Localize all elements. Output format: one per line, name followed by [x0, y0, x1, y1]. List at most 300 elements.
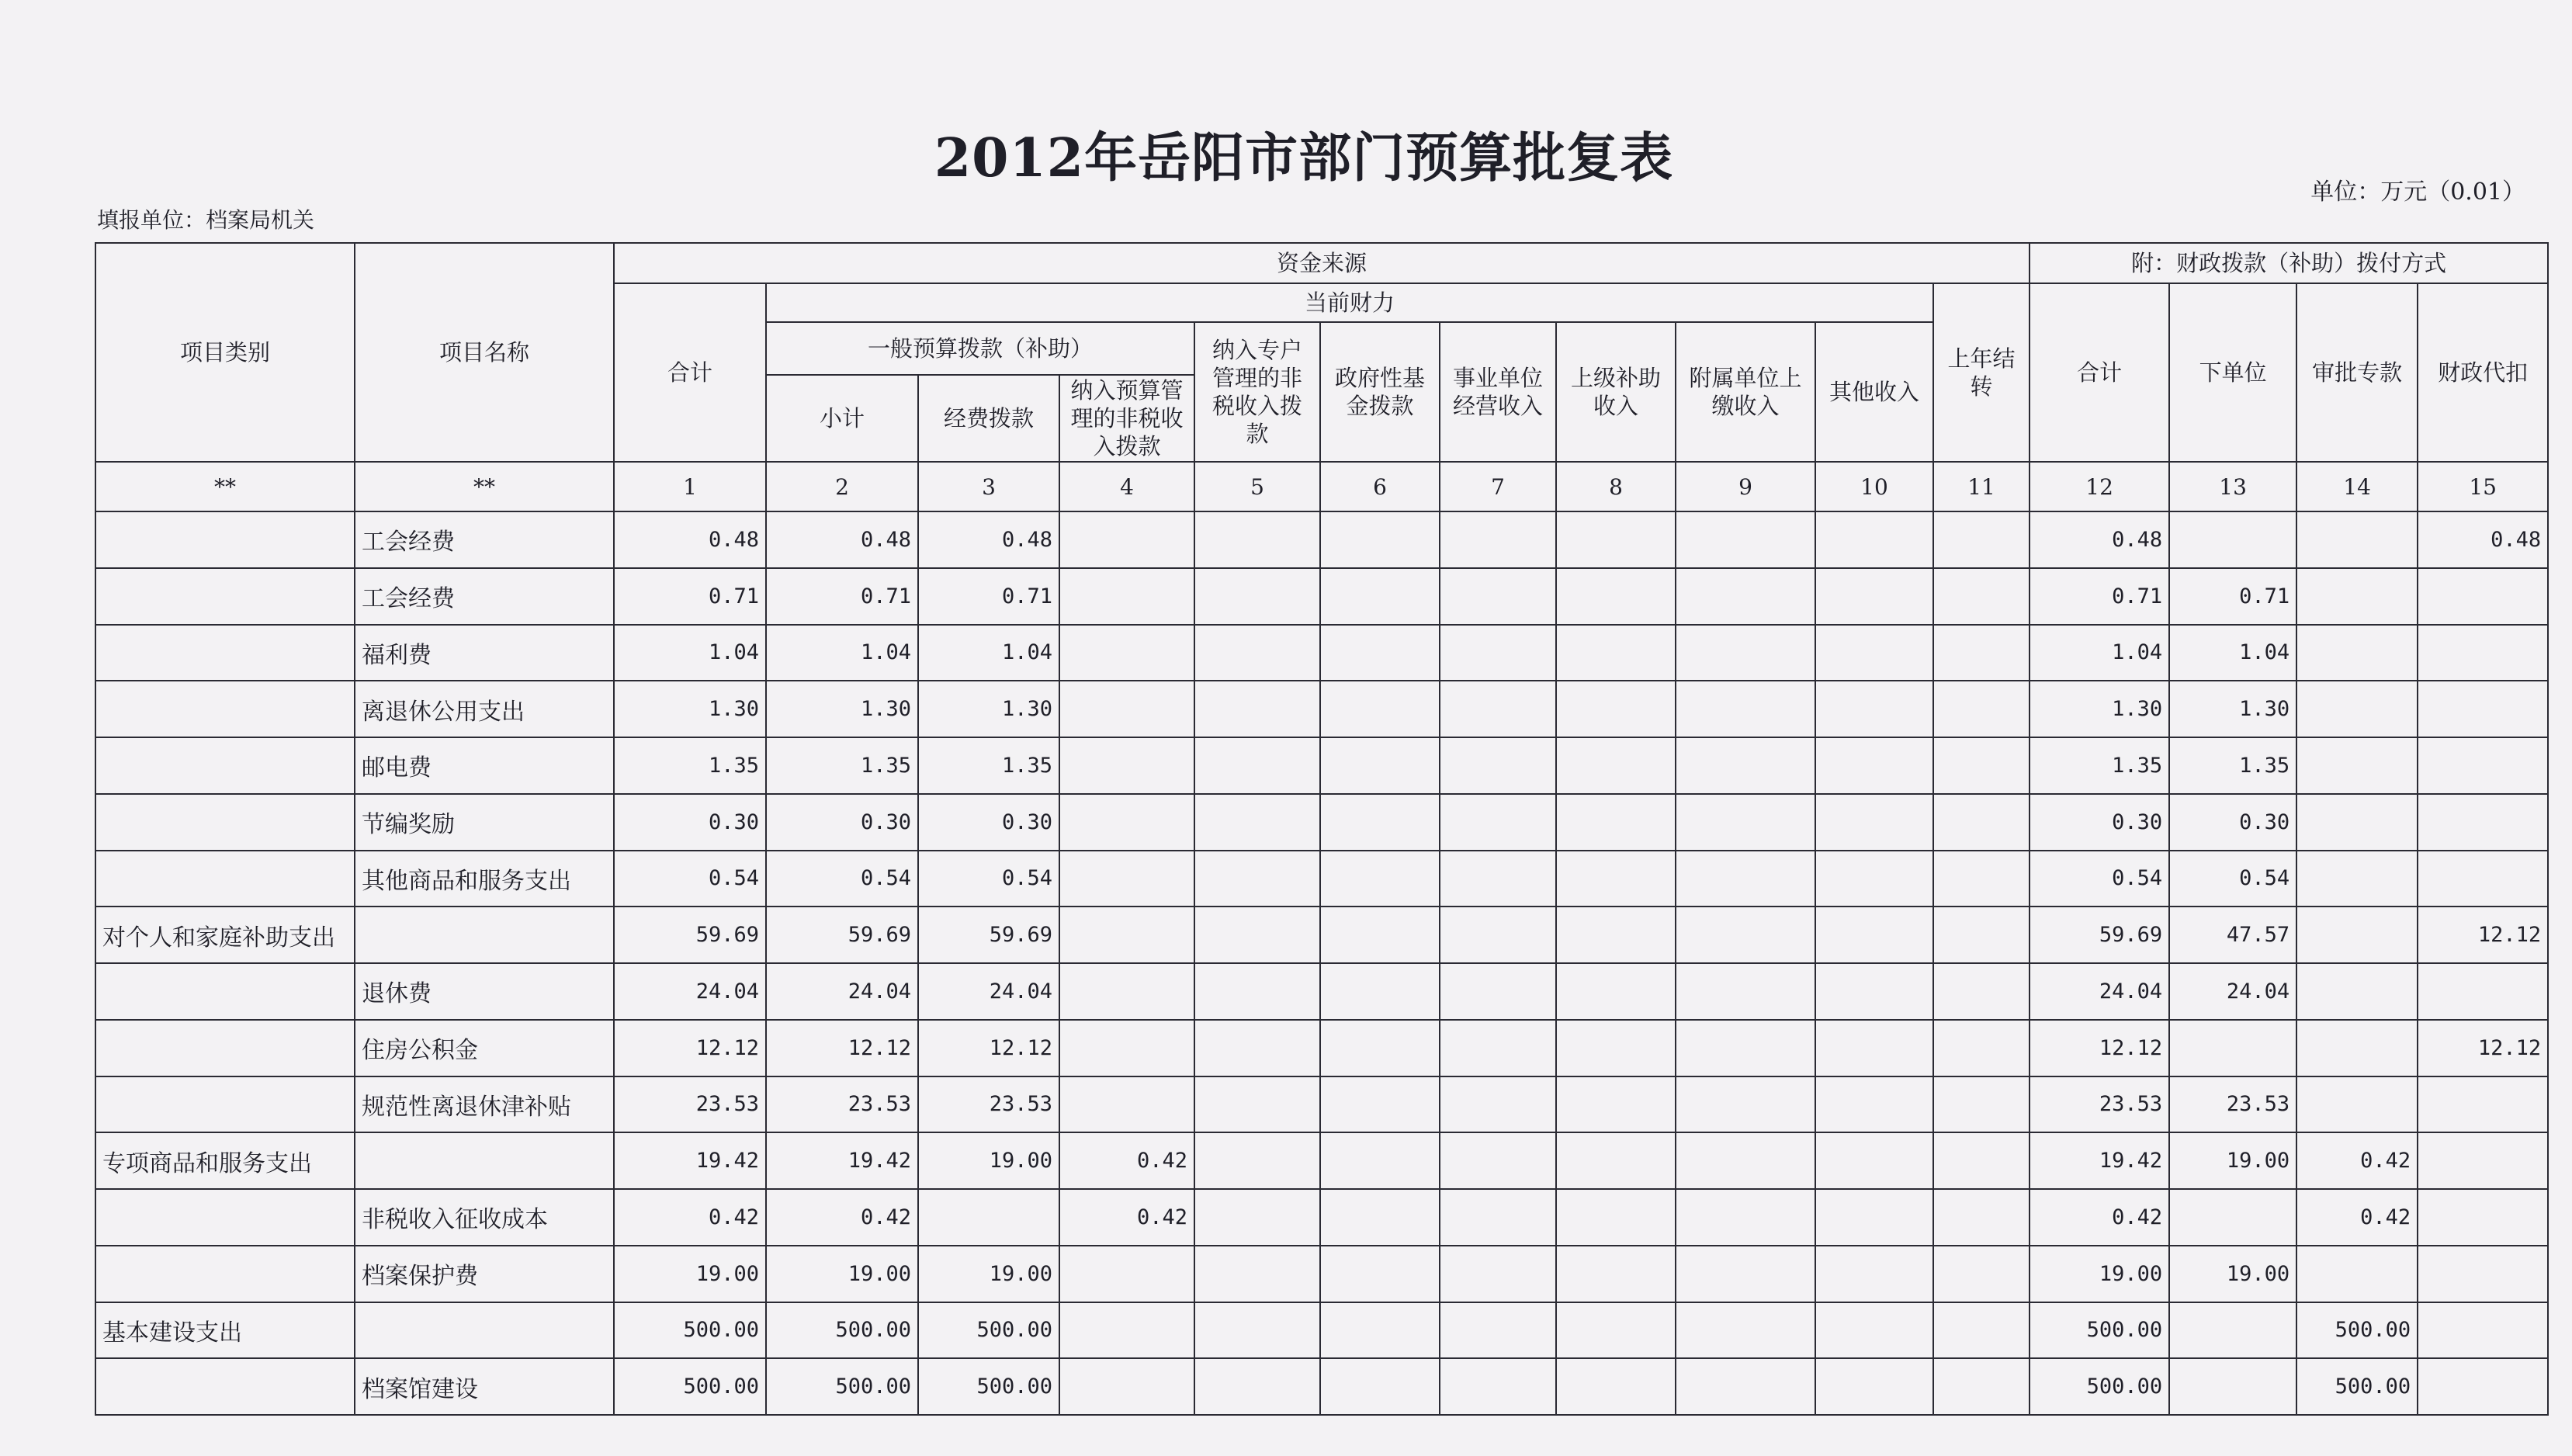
value-cell: [2418, 794, 2548, 851]
document-title: 2012年岳阳市部门预算批复表: [934, 127, 1674, 189]
value-cell: 1.35: [2030, 737, 2169, 794]
value-cell: [1194, 1189, 1320, 1246]
index-cell: 12: [2030, 462, 2169, 511]
index-cell: 10: [1815, 462, 1933, 511]
category-cell: [95, 625, 355, 681]
value-cell: 0.30: [614, 794, 766, 851]
value-cell: 23.53: [614, 1076, 766, 1133]
value-cell: [1815, 1076, 1933, 1133]
value-cell: 19.00: [766, 1246, 918, 1302]
table-row: [95, 851, 2548, 907]
value-cell: [1933, 737, 2030, 794]
value-cell: [2418, 737, 2548, 794]
value-cell: 0.30: [766, 794, 918, 851]
value-cell: [2296, 1020, 2418, 1076]
header-appendix: 附：财政拨款（补助）拨付方式: [2030, 243, 2548, 283]
table-row: [95, 1189, 2548, 1246]
value-cell: 23.53: [766, 1076, 918, 1133]
value-cell: 0.42: [2296, 1189, 2418, 1246]
index-cell: 8: [1556, 462, 1676, 511]
value-cell: [1676, 511, 1815, 568]
table-row: [95, 681, 2548, 737]
value-cell: 59.69: [766, 907, 918, 963]
value-cell: [1320, 1358, 1440, 1415]
value-cell: [1059, 511, 1194, 568]
value-cell: 19.00: [2169, 1132, 2296, 1189]
value-cell: 1.04: [766, 625, 918, 681]
value-cell: [1676, 1358, 1815, 1415]
item-name-cell: 工会经费: [355, 511, 614, 568]
value-cell: [1440, 625, 1556, 681]
value-cell: [1440, 907, 1556, 963]
value-cell: [1556, 1020, 1676, 1076]
index-cell: 15: [2418, 462, 2548, 511]
value-cell: [2296, 511, 2418, 568]
value-cell: [2418, 681, 2548, 737]
value-cell: [2169, 511, 2296, 568]
value-cell: 19.42: [2030, 1132, 2169, 1189]
index-cell: 13: [2169, 462, 2296, 511]
value-cell: [1556, 1302, 1676, 1359]
index-cell: **: [355, 462, 614, 511]
value-cell: [2169, 1358, 2296, 1415]
value-cell: [2418, 963, 2548, 1020]
header-approval: 审批专款: [2296, 283, 2418, 462]
value-cell: [2418, 1132, 2548, 1189]
item-name-cell: 规范性离退休津补贴: [355, 1076, 614, 1133]
value-cell: [2296, 851, 2418, 907]
value-cell: 1.30: [766, 681, 918, 737]
value-cell: [2296, 963, 2418, 1020]
category-cell: [95, 851, 355, 907]
value-cell: [1676, 963, 1815, 1020]
value-cell: [1933, 794, 2030, 851]
value-cell: [2296, 1246, 2418, 1302]
item-name-cell: [355, 1132, 614, 1189]
value-cell: [1440, 1189, 1556, 1246]
value-cell: 24.04: [2030, 963, 2169, 1020]
value-cell: [1815, 963, 1933, 1020]
value-cell: [1815, 1189, 1933, 1246]
value-cell: [1194, 907, 1320, 963]
value-cell: 1.30: [614, 681, 766, 737]
value-cell: 1.35: [2169, 737, 2296, 794]
value-cell: 47.57: [2169, 907, 2296, 963]
value-cell: [1676, 1020, 1815, 1076]
value-cell: 12.12: [614, 1020, 766, 1076]
value-cell: [1059, 737, 1194, 794]
header-funding: 经费拨款: [918, 375, 1059, 462]
value-cell: [1815, 568, 1933, 625]
value-cell: [1933, 568, 2030, 625]
value-cell: 12.12: [2418, 1020, 2548, 1076]
value-cell: [2296, 568, 2418, 625]
category-cell: [95, 511, 355, 568]
value-cell: 1.04: [614, 625, 766, 681]
header-upper-subsidy: 上级补助收入: [1556, 322, 1676, 462]
value-cell: 0.48: [2418, 511, 2548, 568]
header-subtotal: 小计: [766, 375, 918, 462]
value-cell: [1059, 907, 1194, 963]
value-cell: [1676, 681, 1815, 737]
value-cell: 19.00: [2169, 1246, 2296, 1302]
index-cell: **: [95, 462, 355, 511]
value-cell: [1320, 794, 1440, 851]
item-name-cell: 邮电费: [355, 737, 614, 794]
table-row: [95, 568, 2548, 625]
value-cell: [1556, 963, 1676, 1020]
table-header: [95, 243, 2548, 511]
value-cell: 0.30: [2169, 794, 2296, 851]
value-cell: [1194, 1358, 1320, 1415]
table-row: [95, 1020, 2548, 1076]
value-cell: [1933, 1189, 2030, 1246]
value-cell: 24.04: [2169, 963, 2296, 1020]
value-cell: [1440, 851, 1556, 907]
value-cell: 0.30: [918, 794, 1059, 851]
unit-label: 单位：万元（0.01）: [2310, 179, 2525, 206]
value-cell: [1933, 1358, 2030, 1415]
value-cell: [2296, 794, 2418, 851]
header-name: 项目名称: [355, 243, 614, 462]
value-cell: [1320, 1189, 1440, 1246]
value-cell: [1815, 681, 1933, 737]
value-cell: [2418, 1076, 2548, 1133]
value-cell: [1059, 625, 1194, 681]
value-cell: 0.48: [766, 511, 918, 568]
header-nontax-budget: 纳入预算管理的非税收入拨款: [1059, 375, 1194, 462]
value-cell: 0.42: [766, 1189, 918, 1246]
index-cell: 9: [1676, 462, 1815, 511]
value-cell: [1059, 1302, 1194, 1359]
value-cell: [918, 1189, 1059, 1246]
value-cell: [1933, 511, 2030, 568]
value-cell: [1440, 1358, 1556, 1415]
value-cell: [1676, 794, 1815, 851]
value-cell: [1556, 568, 1676, 625]
header-funding-source: 资金来源: [614, 243, 2030, 283]
table-row: [95, 1076, 2548, 1133]
value-cell: 500.00: [918, 1358, 1059, 1415]
header-fin-agent: 财政代扣: [2418, 283, 2548, 462]
value-cell: [1194, 1302, 1320, 1359]
value-cell: [1320, 1132, 1440, 1189]
value-cell: [1194, 1246, 1320, 1302]
value-cell: 24.04: [766, 963, 918, 1020]
value-cell: 0.71: [614, 568, 766, 625]
value-cell: [2296, 625, 2418, 681]
index-cell: 11: [1933, 462, 2030, 511]
value-cell: [2296, 737, 2418, 794]
value-cell: 12.12: [918, 1020, 1059, 1076]
value-cell: 500.00: [2030, 1302, 2169, 1359]
category-cell: 基本建设支出: [95, 1302, 355, 1359]
table-row: [95, 511, 2548, 568]
index-row: [95, 462, 2548, 511]
value-cell: [1676, 568, 1815, 625]
index-cell: 5: [1194, 462, 1320, 511]
header-gov-fund: 政府性基金拨款: [1320, 322, 1440, 462]
value-cell: [1676, 737, 1815, 794]
value-cell: 24.04: [614, 963, 766, 1020]
table-row: [95, 907, 2548, 963]
value-cell: [1556, 907, 1676, 963]
item-name-cell: 工会经费: [355, 568, 614, 625]
value-cell: [1059, 851, 1194, 907]
table-row: [95, 737, 2548, 794]
index-cell: 3: [918, 462, 1059, 511]
value-cell: 0.71: [2169, 568, 2296, 625]
category-cell: [95, 681, 355, 737]
value-cell: 0.71: [2030, 568, 2169, 625]
value-cell: 0.54: [614, 851, 766, 907]
header-general-budget: 一般预算拨款（补助）: [766, 322, 1194, 375]
value-cell: 500.00: [766, 1358, 918, 1415]
value-cell: [2296, 681, 2418, 737]
value-cell: 0.42: [1059, 1189, 1194, 1246]
value-cell: 1.35: [766, 737, 918, 794]
value-cell: [1194, 963, 1320, 1020]
category-cell: 专项商品和服务支出: [95, 1132, 355, 1189]
value-cell: [2418, 1358, 2548, 1415]
value-cell: [1676, 1076, 1815, 1133]
value-cell: 12.12: [2030, 1020, 2169, 1076]
value-cell: [1320, 625, 1440, 681]
value-cell: [1320, 737, 1440, 794]
value-cell: 0.42: [2030, 1189, 2169, 1246]
value-cell: 500.00: [2296, 1358, 2418, 1415]
value-cell: [1194, 794, 1320, 851]
value-cell: [1815, 794, 1933, 851]
value-cell: [1440, 737, 1556, 794]
item-name-cell: [355, 907, 614, 963]
value-cell: 0.54: [2169, 851, 2296, 907]
value-cell: [1440, 1302, 1556, 1359]
value-cell: [1194, 851, 1320, 907]
value-cell: 1.04: [2169, 625, 2296, 681]
value-cell: [1194, 1020, 1320, 1076]
value-cell: [1676, 1302, 1815, 1359]
value-cell: [2169, 1189, 2296, 1246]
value-cell: [1320, 681, 1440, 737]
value-cell: 0.71: [766, 568, 918, 625]
category-cell: 对个人和家庭补助支出: [95, 907, 355, 963]
value-cell: [1194, 1132, 1320, 1189]
value-cell: 59.69: [614, 907, 766, 963]
value-cell: 24.04: [918, 963, 1059, 1020]
value-cell: [1059, 1358, 1194, 1415]
item-name-cell: 离退休公用支出: [355, 681, 614, 737]
value-cell: [1194, 681, 1320, 737]
table-row: [95, 1302, 2548, 1359]
table-row: [95, 625, 2548, 681]
value-cell: 12.12: [2418, 907, 2548, 963]
value-cell: 59.69: [918, 907, 1059, 963]
value-cell: [1815, 737, 1933, 794]
value-cell: 19.00: [2030, 1246, 2169, 1302]
value-cell: [1815, 1358, 1933, 1415]
header-total: 合计: [614, 283, 766, 462]
item-name-cell: 档案馆建设: [355, 1358, 614, 1415]
value-cell: [1194, 625, 1320, 681]
value-cell: 12.12: [766, 1020, 918, 1076]
value-cell: 1.30: [2030, 681, 2169, 737]
value-cell: [1815, 1246, 1933, 1302]
item-name-cell: 节编奖励: [355, 794, 614, 851]
value-cell: [1556, 625, 1676, 681]
category-cell: [95, 1189, 355, 1246]
value-cell: 19.00: [614, 1246, 766, 1302]
value-cell: [2418, 851, 2548, 907]
value-cell: [1815, 1302, 1933, 1359]
value-cell: [1440, 1132, 1556, 1189]
value-cell: [1440, 511, 1556, 568]
value-cell: 0.48: [2030, 511, 2169, 568]
value-cell: 1.35: [614, 737, 766, 794]
value-cell: 0.48: [614, 511, 766, 568]
value-cell: 0.42: [614, 1189, 766, 1246]
value-cell: [1440, 963, 1556, 1020]
value-cell: [1059, 1076, 1194, 1133]
value-cell: 1.04: [918, 625, 1059, 681]
value-cell: [1556, 794, 1676, 851]
category-cell: [95, 737, 355, 794]
value-cell: [1320, 963, 1440, 1020]
value-cell: 1.30: [2169, 681, 2296, 737]
header-nontax-special: 纳入专户管理的非税收入拨款: [1194, 322, 1320, 462]
value-cell: 23.53: [2169, 1076, 2296, 1133]
value-cell: [2418, 1302, 2548, 1359]
value-cell: [1933, 1132, 2030, 1189]
value-cell: 0.42: [2296, 1132, 2418, 1189]
table-body: [95, 511, 2548, 1415]
value-cell: 59.69: [2030, 907, 2169, 963]
value-cell: [1320, 1076, 1440, 1133]
value-cell: [1320, 568, 1440, 625]
value-cell: [2418, 1246, 2548, 1302]
value-cell: [1059, 794, 1194, 851]
category-cell: [95, 1020, 355, 1076]
value-cell: [1440, 1076, 1556, 1133]
value-cell: [1815, 907, 1933, 963]
value-cell: [1556, 1246, 1676, 1302]
value-cell: 0.54: [2030, 851, 2169, 907]
value-cell: [1059, 568, 1194, 625]
value-cell: 500.00: [614, 1358, 766, 1415]
header-lower-unit: 下单位: [2169, 283, 2296, 462]
index-cell: 14: [2296, 462, 2418, 511]
index-cell: 7: [1440, 462, 1556, 511]
value-cell: [1815, 851, 1933, 907]
item-name-cell: 退休费: [355, 963, 614, 1020]
header-pay-total: 合计: [2030, 283, 2169, 462]
value-cell: [1815, 625, 1933, 681]
value-cell: [1676, 907, 1815, 963]
table-row: [95, 1358, 2548, 1415]
value-cell: [1556, 737, 1676, 794]
value-cell: 23.53: [918, 1076, 1059, 1133]
value-cell: [1933, 1302, 2030, 1359]
category-cell: [95, 1246, 355, 1302]
value-cell: [1815, 511, 1933, 568]
value-cell: 0.48: [918, 511, 1059, 568]
value-cell: 500.00: [2030, 1358, 2169, 1415]
value-cell: [2169, 1302, 2296, 1359]
value-cell: [1556, 1189, 1676, 1246]
value-cell: [1556, 511, 1676, 568]
value-cell: [2418, 1189, 2548, 1246]
value-cell: [1933, 625, 2030, 681]
budget-table: [95, 242, 2549, 1416]
value-cell: 19.42: [614, 1132, 766, 1189]
value-cell: [1440, 1020, 1556, 1076]
value-cell: [1933, 681, 2030, 737]
value-cell: [1933, 1076, 2030, 1133]
value-cell: [1676, 625, 1815, 681]
value-cell: 19.00: [918, 1132, 1059, 1189]
header-business-income: 事业单位经营收入: [1440, 322, 1556, 462]
value-cell: [1556, 681, 1676, 737]
value-cell: [1815, 1020, 1933, 1076]
value-cell: [1194, 568, 1320, 625]
value-cell: 19.42: [766, 1132, 918, 1189]
item-name-cell: 非税收入征收成本: [355, 1189, 614, 1246]
value-cell: [1933, 851, 2030, 907]
value-cell: [1556, 1076, 1676, 1133]
value-cell: 500.00: [918, 1302, 1059, 1359]
value-cell: [1194, 737, 1320, 794]
value-cell: [1194, 1076, 1320, 1133]
value-cell: [1194, 511, 1320, 568]
value-cell: [1059, 1020, 1194, 1076]
filler-label: 填报单位：档案局机关: [97, 207, 315, 233]
value-cell: [1933, 1246, 2030, 1302]
value-cell: [1059, 681, 1194, 737]
value-cell: 500.00: [614, 1302, 766, 1359]
category-cell: [95, 568, 355, 625]
header-current-finance: 当前财力: [766, 283, 1933, 322]
index-cell: 1: [614, 462, 766, 511]
item-name-cell: 住房公积金: [355, 1020, 614, 1076]
value-cell: [1676, 1246, 1815, 1302]
table-row: [95, 794, 2548, 851]
value-cell: 500.00: [2296, 1302, 2418, 1359]
value-cell: 23.53: [2030, 1076, 2169, 1133]
table-row: [95, 963, 2548, 1020]
value-cell: [2296, 1076, 2418, 1133]
value-cell: [1440, 568, 1556, 625]
value-cell: [1320, 1020, 1440, 1076]
table-row: [95, 1246, 2548, 1302]
item-name-cell: [355, 1302, 614, 1359]
index-cell: 4: [1059, 462, 1194, 511]
value-cell: [1676, 851, 1815, 907]
value-cell: [1440, 794, 1556, 851]
value-cell: 1.30: [918, 681, 1059, 737]
value-cell: 1.04: [2030, 625, 2169, 681]
value-cell: [1059, 963, 1194, 1020]
value-cell: [1320, 1302, 1440, 1359]
item-name-cell: 档案保护费: [355, 1246, 614, 1302]
item-name-cell: 其他商品和服务支出: [355, 851, 614, 907]
value-cell: [1676, 1189, 1815, 1246]
value-cell: [1933, 963, 2030, 1020]
header-carryover: 上年结转: [1933, 283, 2030, 462]
value-cell: [2296, 907, 2418, 963]
value-cell: 19.00: [918, 1246, 1059, 1302]
value-cell: 1.35: [918, 737, 1059, 794]
value-cell: [1320, 907, 1440, 963]
